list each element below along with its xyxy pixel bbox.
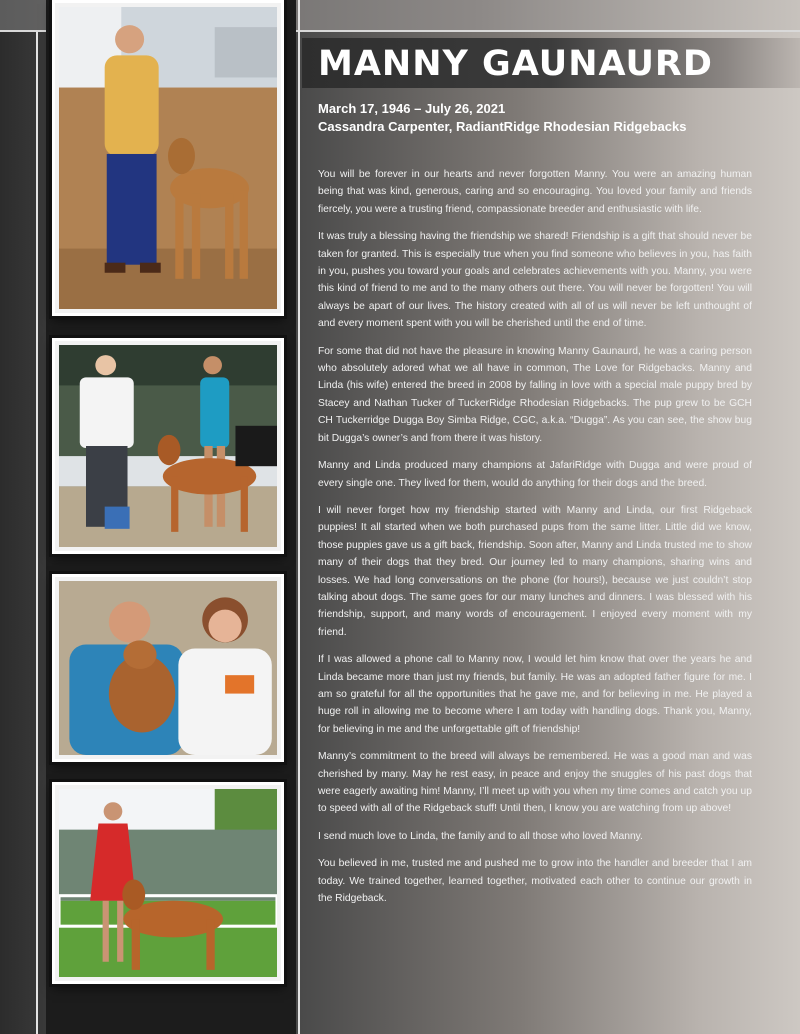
author-line: Cassandra Carpenter, RadiantRidge Rhodesian Ridgebacks xyxy=(318,119,687,134)
paragraph: For some that did not have the pleasure in knowing Manny Gaunaurd, he was a caring person who absolutely adored what we all have in common, The Love for Ridgebacks. Manny and Linda (his wife) entered the breed in 2008 by falling in love with a special male puppy bred by Stacey and Nathan Tucker of TuckerRidge Rhodesian Ridgebacks. The pup grew to be GCH CH Tuckerridge Dugga Boy Simba Ridge, CGC, a.k.a. “Dugga”. As you can see, the show bug bit Dugga’s owner’s and from there it was history. xyxy=(318,345,752,444)
vertical-rule xyxy=(36,0,38,1034)
paragraph: You will be forever in our hearts and never forgotten Manny. You were an amazing human being that was kind, generous, caring and so encouraging. You loved your family and friends fiercely, you were a trusting friend, compassionate breeder and enthusiastic with life. xyxy=(318,169,752,215)
photo-image xyxy=(59,7,277,309)
paragraph: You believed in me, trusted me and pushed me to grow into the handler and breeder that I am today. We trained together, learned together, motivated each other to continue our growth in the Ridgeback. xyxy=(318,858,752,905)
tribute-text xyxy=(318,166,752,917)
dates-and-author xyxy=(318,100,686,136)
vertical-rule xyxy=(298,0,300,1034)
paragraph: It was truly a blessing having the friendship we shared! Friendship is a gift that should never be taken for granted. This is especially true when you find someone who believes in you, has faith in you, pushes you toward your goals and celebrates achievements with you. Manny, you were this kind of friend to me and to the many others out there. You will never be forgotten! You will always be apart of our lives. The history created with all of us will never be left unthought of and every moment spent with you will be cherished until the end of time. xyxy=(318,231,752,330)
photo-image xyxy=(59,345,277,547)
page-title: MANNY GAUNAURD xyxy=(318,44,713,84)
paragraph: I send much love to Linda, the family and to all those who loved Manny. xyxy=(318,830,643,842)
photo-outdoor-show xyxy=(52,782,284,984)
photo-image xyxy=(59,789,277,977)
paragraph: Manny and Linda produced many champions at JafariRidge with Dugga and were proud of every single one. They lived for them, would do anything for their dogs and the breed. xyxy=(318,460,752,489)
life-dates: March 17, 1946 – July 26, 2021 xyxy=(318,101,506,116)
paragraph: I will never forget how my friendship started with Manny and Linda, our first Ridgeback puppies! It all started when we both purchased pups from the same litter. Little did we know, those puppies gave us a gift back, friendship. Soon after, Manny and Linda trusted me to show many of their dogs that they bred. Our journey led to many champions, sharing wins and losses. We had long conversations on the phone (for hours!), because we just couldn’t stop talking about dogs. The same goes for our many lunches and dinners. I was blessed with his friendship, support, and many words of encouragement. I enjoyed every moment with my friend. xyxy=(318,504,752,638)
photo-show-ring xyxy=(52,338,284,554)
photo-man-with-dog xyxy=(52,0,284,316)
paragraph: Manny’s commitment to the breed will always be remembered. He was a good man and was cherished by many. May he rest easy, in peace and enjoy the snuggles of his past dogs that were eagerly awaiting him! Manny, I’ll meet up with you when my time comes and catch you up to speed with all of the Ridgeback stuff! Until then, I know you are watching from up above! xyxy=(318,751,752,815)
paragraph: If I was allowed a phone call to Manny now, I would let him know that over the years he and Linda became more than just my friends, but family. He was an adopted father figure for me. I am so grateful for all the opportunities that he gave me, and for believing in me. He played a huge roll in allowing me to become where I am today with handling dogs. Thank you, Manny, for believing in me and the unforgettable gift of friendship! xyxy=(318,654,752,735)
photo-image xyxy=(59,581,277,755)
left-rail xyxy=(0,0,48,1034)
photo-couple-with-puppy xyxy=(52,574,284,762)
